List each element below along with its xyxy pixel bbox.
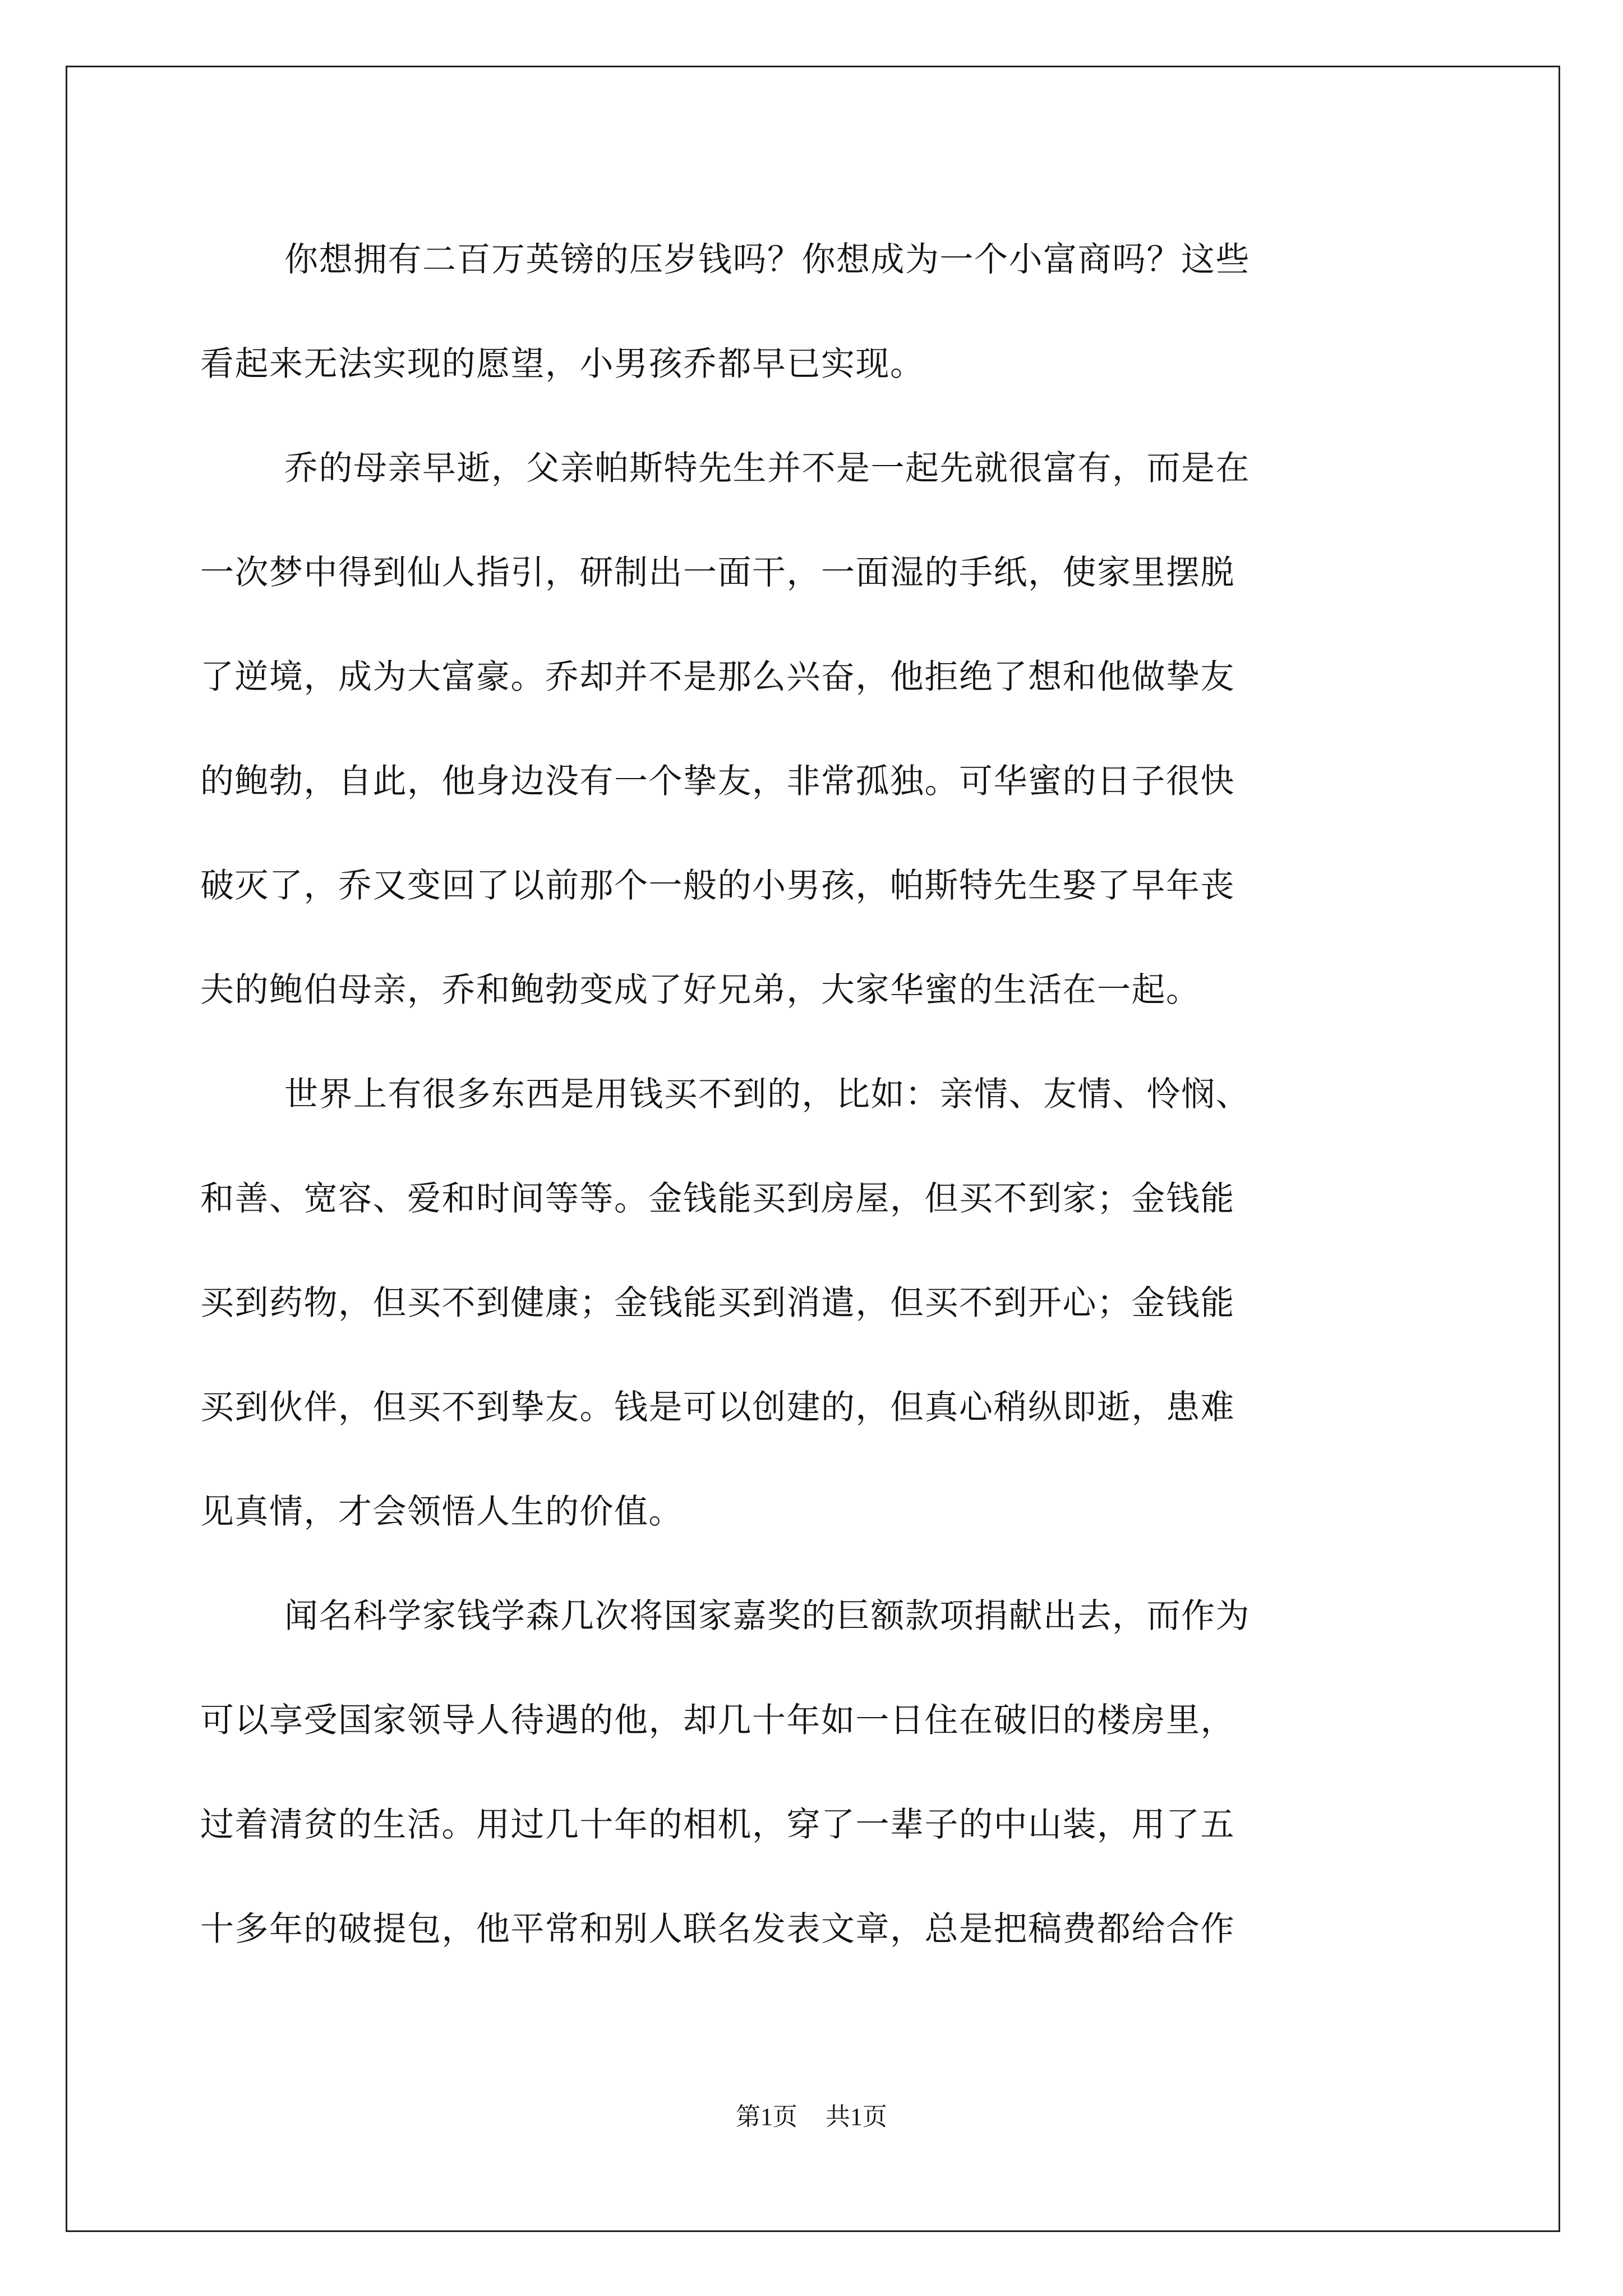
paragraph-4-line-3: 过着清贫的生活。用过几十年的相机，穿了一辈子的中山装，用了五: [200, 1805, 1235, 1844]
paragraph-2-line-5: 破灭了，乔又变回了以前那个一般的小男孩，帕斯特先生娶了早年丧: [200, 866, 1235, 905]
paragraph-1-line-1: 你想拥有二百万英镑的压岁钱吗？你想成为一个小富商吗？这些: [284, 240, 1250, 279]
paragraph-3-line-4: 买到伙伴，但买不到挚友。钱是可以创建的，但真心稍纵即逝，患难: [200, 1388, 1235, 1427]
document-body: [200, 208, 1423, 1981]
paragraph-1-line-2: 看起来无法实现的愿望，小男孩乔都早已实现。: [200, 344, 925, 384]
paragraph-2-line-4: 的鲍勃，自此，他身边没有一个挚友，非常孤独。可华蜜的日子很快: [200, 762, 1235, 801]
paragraph-3-line-2: 和善、宽容、爱和时间等等。金钱能买到房屋，但买不到家；金钱能: [200, 1179, 1235, 1218]
paragraph-2-line-1: 乔的母亲早逝，父亲帕斯特先生并不是一起先就很富有，而是在: [284, 449, 1250, 488]
paragraph-2-line-3: 了逆境，成为大富豪。乔却并不是那么兴奋，他拒绝了想和他做挚友: [200, 657, 1235, 697]
page-footer: [0, 2100, 1623, 2134]
page-number-total: 共1页: [826, 2103, 887, 2131]
paragraph-4-line-2: 可以享受国家领导人待遇的他，却几十年如一日住在破旧的楼房里，: [200, 1701, 1235, 1740]
paragraph-3-line-3: 买到药物，但买不到健康；金钱能买到消遣，但买不到开心；金钱能: [200, 1283, 1235, 1323]
page-number-current: 第1页: [736, 2103, 797, 2131]
paragraph-3-line-1: 世界上有很多东西是用钱买不到的，比如：亲情、友情、怜悯、: [284, 1075, 1250, 1114]
paragraph-2-line-2: 一次梦中得到仙人指引，研制出一面干，一面湿的手纸，使家里摆脱: [200, 553, 1235, 592]
paragraph-4-line-1: 闻名科学家钱学森几次将国家嘉奖的巨额款项捐献出去，而作为: [284, 1596, 1250, 1636]
paragraph-4-line-4: 十多年的破提包，他平常和别人联名发表文章，总是把稿费都给合作: [200, 1910, 1235, 1949]
paragraph-3-line-5: 见真情，才会领悟人生的价值。: [200, 1492, 683, 1531]
paragraph-2-line-6: 夫的鲍伯母亲，乔和鲍勃变成了好兄弟，大家华蜜的生活在一起。: [200, 970, 1201, 1010]
